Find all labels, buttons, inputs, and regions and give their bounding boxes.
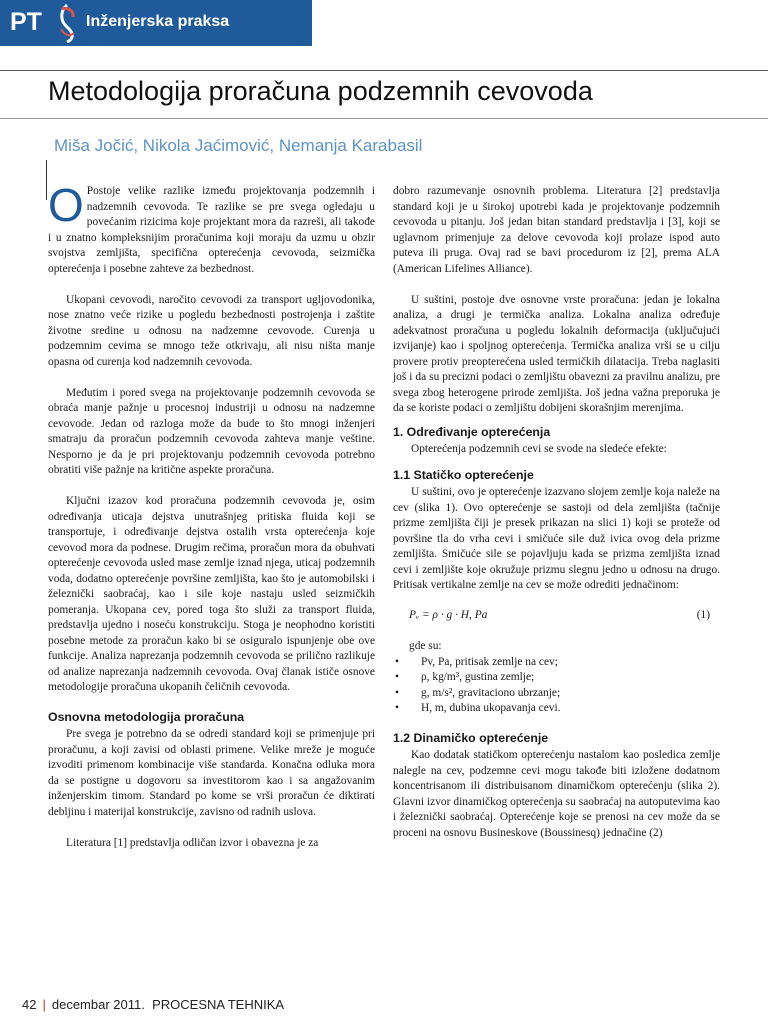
list-item: • g, m/s², gravitaciono ubrzanje;	[393, 686, 720, 702]
footer-separator: |	[42, 997, 46, 1012]
subsection-heading: 1.2 Dinamičko opterećenje	[393, 730, 549, 745]
header-bar	[0, 0, 312, 46]
issue-date: decembar 2011.	[51, 997, 145, 1012]
paragraph: dobro razumevanje osnovnih problema. Literatura [2] predstavlja standard koji je u širokoj upotrebi kada je projektovanje podzemnih cevovoda u pitanju. Još jedan bitan standard predstavlja i [3], koji se uglavnom primenjuje za delove cevovoda koji prolaze ispod auto puteva ili pruga. Ovaj rad se bavi procedurom iz [2], prema ALA (American Lifelines Alliance).	[393, 185, 720, 275]
section-heading: 1. Određivanje opterećenja	[393, 424, 551, 439]
paragraph: Međutim i pored svega na projektovanje podzemnih cevovoda se obraća manje pažnje u procesnoj industriji u odnosu na nadzemne cevovode. Jedan od razloga može da bude to što mnogi inženjeri smatraju da proračun podzemnih cevovoda zahteva manje veštine. Nesporno je da je pri projektovanju podzemnih cevovoda potrebno obratiti više pažnje na kritične aspekte proračuna.	[48, 386, 375, 476]
journal-badge: PT	[10, 8, 42, 36]
paragraph: Literatura [1] predstavlja odličan izvor i obavezna je za	[66, 836, 319, 849]
where-label: gde su:	[409, 640, 442, 652]
drop-cap: O	[48, 179, 84, 231]
top-divider	[0, 70, 768, 71]
list-item: • ρ, kg/m³, gustina zemlje;	[393, 670, 720, 686]
article-title: Metodologija proračuna podzemnih cevovoda	[48, 76, 593, 106]
title-divider	[0, 118, 768, 119]
left-column	[48, 179, 375, 851]
subsection-heading: 1.1 Statičko opterećenje	[393, 467, 534, 482]
paragraph: Opterećenja podzemnih cevi se svode na sledeće efekte:	[411, 443, 667, 455]
paragraph: Kao dodatak statičkom opterećenju nastalom kao posledica zemlje nalegle na cev, podzemne cevi mogu takođe biti izložene dodatnom koncentrisanom ili distribuisanom dinamičkom opterećenju (slika 2). Glavni izvor dinamičkog opterećenja su saobraćaj na autoputevima kao i železnički saobraćaj. Opterećenje koje se prenosi na cev može da se proceni na osnovu Businesk​ove (Boussinesq) jednačine (2)	[393, 749, 720, 839]
intro-paragraph: O Postoje velike razlike između projektovanja podzemnih i nadzemnih cevovoda. Te razlike se pre svega ogledaju u povećanim rizicima koje projektant mora da razreši, ali takođe i u znatno kompleksnijim proračunima koji moraju da uzmu u obzir svojstva zemljišta, specifična opterećenja cevovoda, seizmička opterećenja i posebne zahteve za bezbednost.	[48, 179, 375, 275]
section-title: Inženjerska praksa	[86, 13, 230, 30]
paragraph: Pre svega je potrebno da se odredi standard koji se primenjuje pri proračunu, a koji zavisi od oblasti primene. Velike mreže je moguće izvoditi primenom kombinacije više standarda. Konačna odluka mora da se postigne u dogovoru sa investitorom kao i sa angažovanim inženjerskim timom. Standard po kome se vrši proračun će diktirati debljinu i materijal konstrukcije, zavisno od radnih uslova.	[48, 728, 375, 818]
journal-logo-icon	[56, 3, 78, 43]
list-item: • H, m, dubina ukopavanja cevi.	[393, 701, 720, 717]
paragraph: U suštini, ovo je opterećenje izazvano slojem zemlje koja naleže na cev (slika 1). Ovo opterećenje se sastoji od dela zemljišta (tačnije prizme zemljišta čiji je presek prikazan na slici 1) koji se proteže od površine tla do vrha cevi i smičuće sile duž ivica ovog dela prizme zemljišta. Smičuće sile se pojavljuju kada se prizma zemljišta iznad cevi i zemljište koje okružuje prizmu slegnu jedno u odnosu na drugo. Pritisak vertikalne zemlje na cev se može odrediti jednačinom:	[393, 486, 720, 591]
journal-name: PROCESNA TEHNIKA	[152, 997, 285, 1012]
paragraph: U suštini, postoje dve osnovne vrste proračuna: jedan je lokalna analiza, a drugi je termička analiza. Lokalna analiza određuje adekvatnost proračuna u pogledu lokalnih deformacija (uključujući izvijanje) kao i spoljnog opterećenja. Termička analiza vrši se u cilju provere protiv preopterećena usled termičkih dilatacija. Treba naglasiti još i da su precizni podaci o zemljištu obavezni za pravilnu analizu, pre svega zbog heterogene prirode zemljišta. Još jedna važna preporuka je da se koriste podaci o zemljištu dobijeni skorašnjim merenjima.	[393, 293, 720, 414]
section-heading: Osnovna metodologija proračuna	[48, 709, 245, 724]
variable-list	[393, 655, 720, 717]
list-item: • Pv, Pa, pritisak zemlje na cev;	[393, 655, 720, 671]
article-authors: Miša Jočić, Nikola Jaćimović, Nemanja Karabasil	[54, 136, 423, 155]
right-column	[393, 184, 720, 841]
text-cursor	[46, 160, 47, 200]
paragraph: Ukopani cevovodi, naročito cevovodi za transport ugljovodonika, nose znatno veće rizike u pogledu bezbednosti postrojenja i zaštite životne sredine u odnosu na nadzemne cevovode. Curenja u podzemnim cevima se mnogo teže otkrivaju, ali nisu ništa manje opasna od curenja kod nadzemnih cevovoda.	[48, 293, 375, 368]
equation-number: (1)	[696, 608, 710, 621]
paragraph: Ključni izazov kod proračuna podzemnih cevovoda je, osim određivanja uticaja dejstva unutrašnjeg pritiska fluida koji se transportuje, i određivanje dejstva ostalih vrsta opterećenja koje cevovod mora da podnese. Drugim rečima, proračun mora da obuhvati opterećenje cevovoda usled mase zemlje iznad njega, uticaj podzemnih voda, dodatno opterećenje površine zemljišta, kao što je automobilski i železnički saobraćaj, kao i sile koje nastaju usled seizmičkih pomeranja. Ukopana cev, pored toga što služi za transport fluida, predstavlja ujedno i noseću konstrukciju. Stoga je neophodno koristiti posebne metode za proračun kako bi se osiguralo ispunjenje obe ove funkcije. Analiza naprezanja podzemnih cevovoda se prilično razlikuje od analize naprezanja nadzemnih cevovoda. Ovaj članak ističe osnove metodologije proračuna ukopanih čeličnih cevovoda.	[48, 495, 375, 693]
page-footer	[22, 997, 284, 1012]
page-number: 42	[22, 997, 37, 1012]
equation-1	[409, 608, 720, 624]
equation-text: Pᵥ = ρ · g · H, Pa	[409, 608, 488, 621]
